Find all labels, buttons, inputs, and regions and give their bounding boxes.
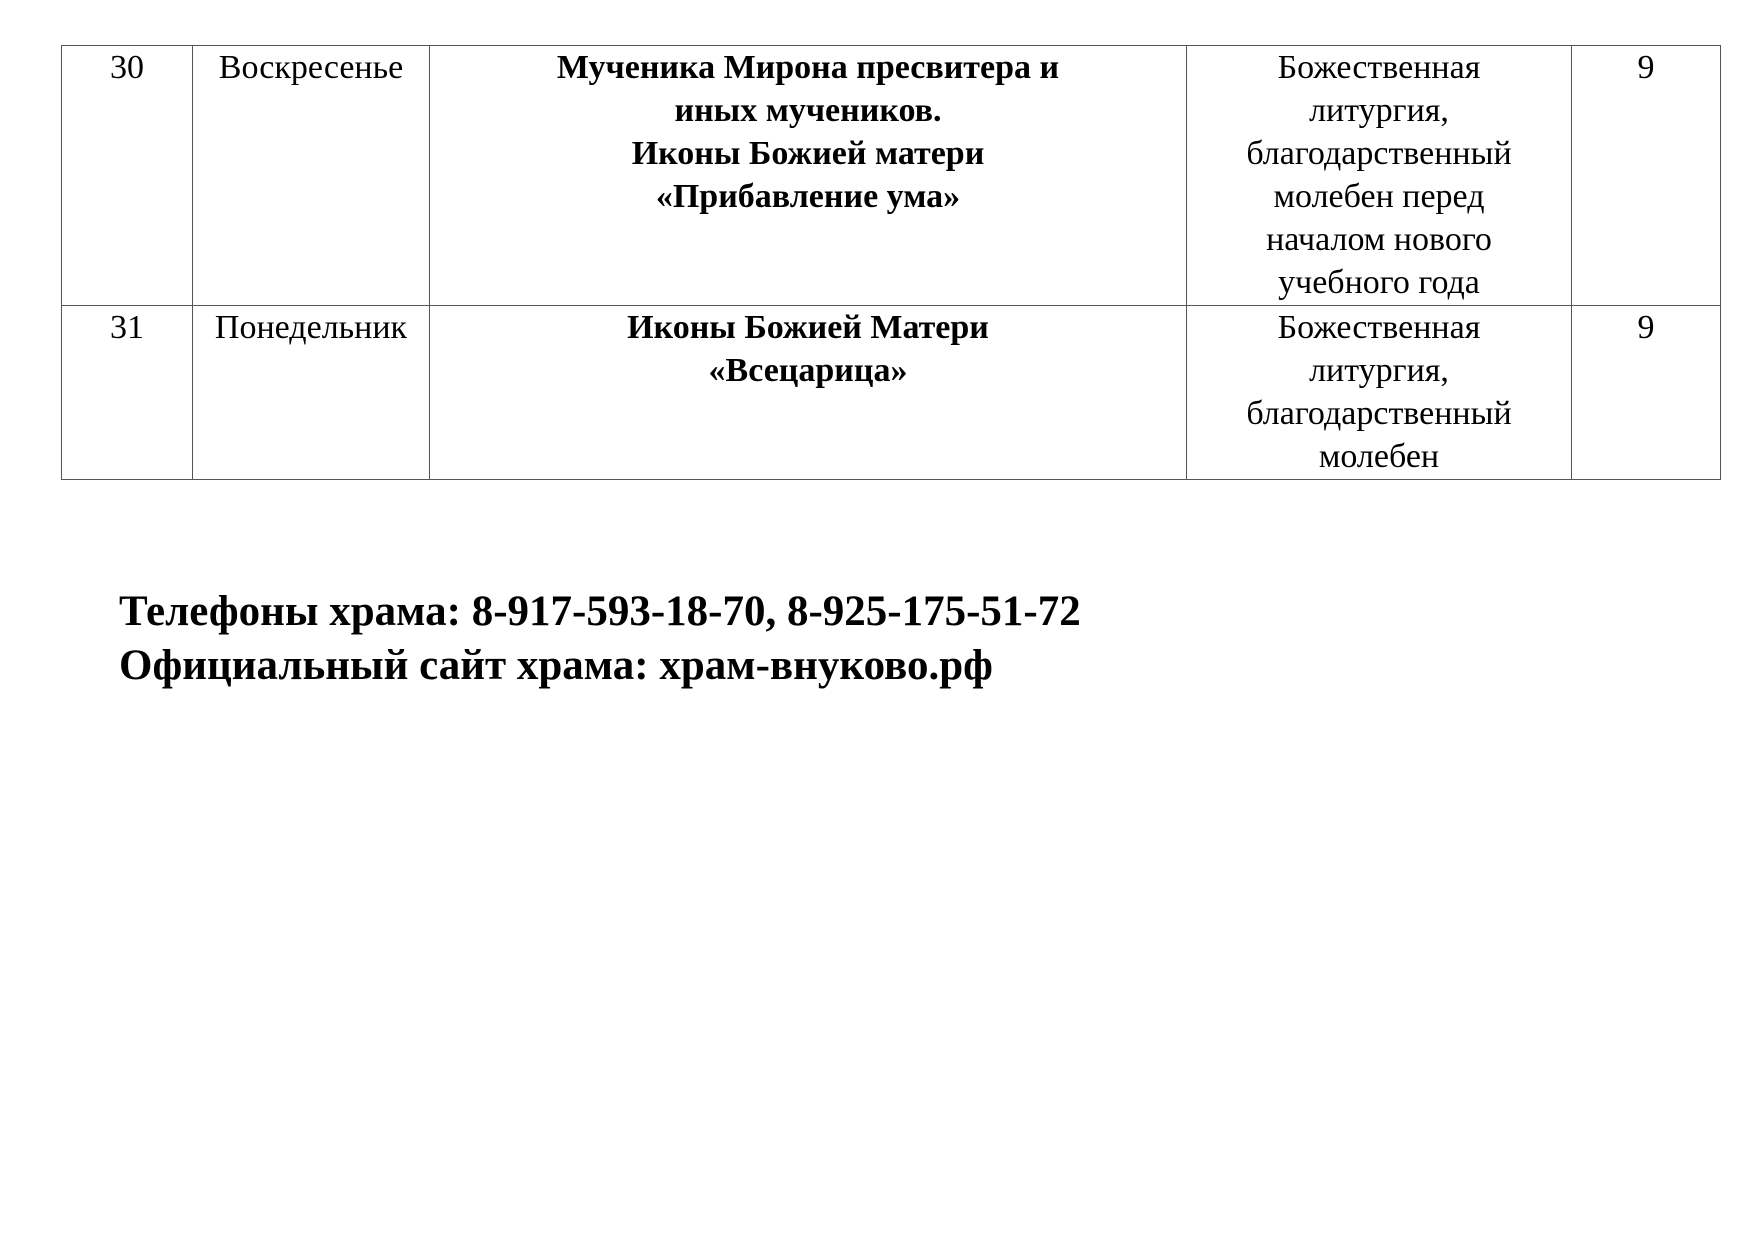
- feast-cell: [430, 46, 1187, 306]
- service-line: литургия,: [1309, 92, 1449, 129]
- date-number-cell: 31: [62, 306, 193, 480]
- feast-line: иных мучеников.: [674, 92, 942, 129]
- contacts-block: [119, 585, 1081, 693]
- feast-line: Мученика Мирона пресвитера и: [556, 49, 1060, 86]
- service-line: Божественная: [1277, 309, 1481, 346]
- feast-line: Иконы Божией Матери: [627, 309, 989, 346]
- service-cell: [1187, 46, 1572, 306]
- schedule-row: [62, 306, 1721, 480]
- time-cell: 9: [1572, 46, 1721, 306]
- feast-line: Иконы Божией матери: [631, 135, 985, 172]
- service-line: благодарственный: [1246, 395, 1512, 432]
- phones-line: Телефоны храма: 8-917-593-18-70, 8-925-175-51-72: [119, 588, 1081, 635]
- service-line: учебного года: [1278, 264, 1480, 301]
- service-line: молебен: [1318, 438, 1440, 475]
- service-line: началом нового: [1266, 221, 1492, 258]
- feast-cell: [430, 306, 1187, 480]
- service-line: литургия,: [1309, 352, 1449, 389]
- date-number-cell: 30: [62, 46, 193, 306]
- time-cell: 9: [1572, 306, 1721, 480]
- service-line: благодарственный: [1246, 135, 1512, 172]
- weekday-cell: Воскресенье: [193, 46, 430, 306]
- service-cell: [1187, 306, 1572, 480]
- website-line: Официальный сайт храма: храм-внуково.рф: [119, 642, 993, 689]
- weekday-cell: Понедельник: [193, 306, 430, 480]
- feast-line: «Прибавление ума»: [655, 178, 961, 215]
- service-line: Божественная: [1277, 49, 1481, 86]
- service-line: молебен перед: [1273, 178, 1485, 215]
- schedule-row: [62, 46, 1721, 306]
- feast-line: «Всецарица»: [708, 352, 908, 389]
- schedule-table: [61, 45, 1721, 480]
